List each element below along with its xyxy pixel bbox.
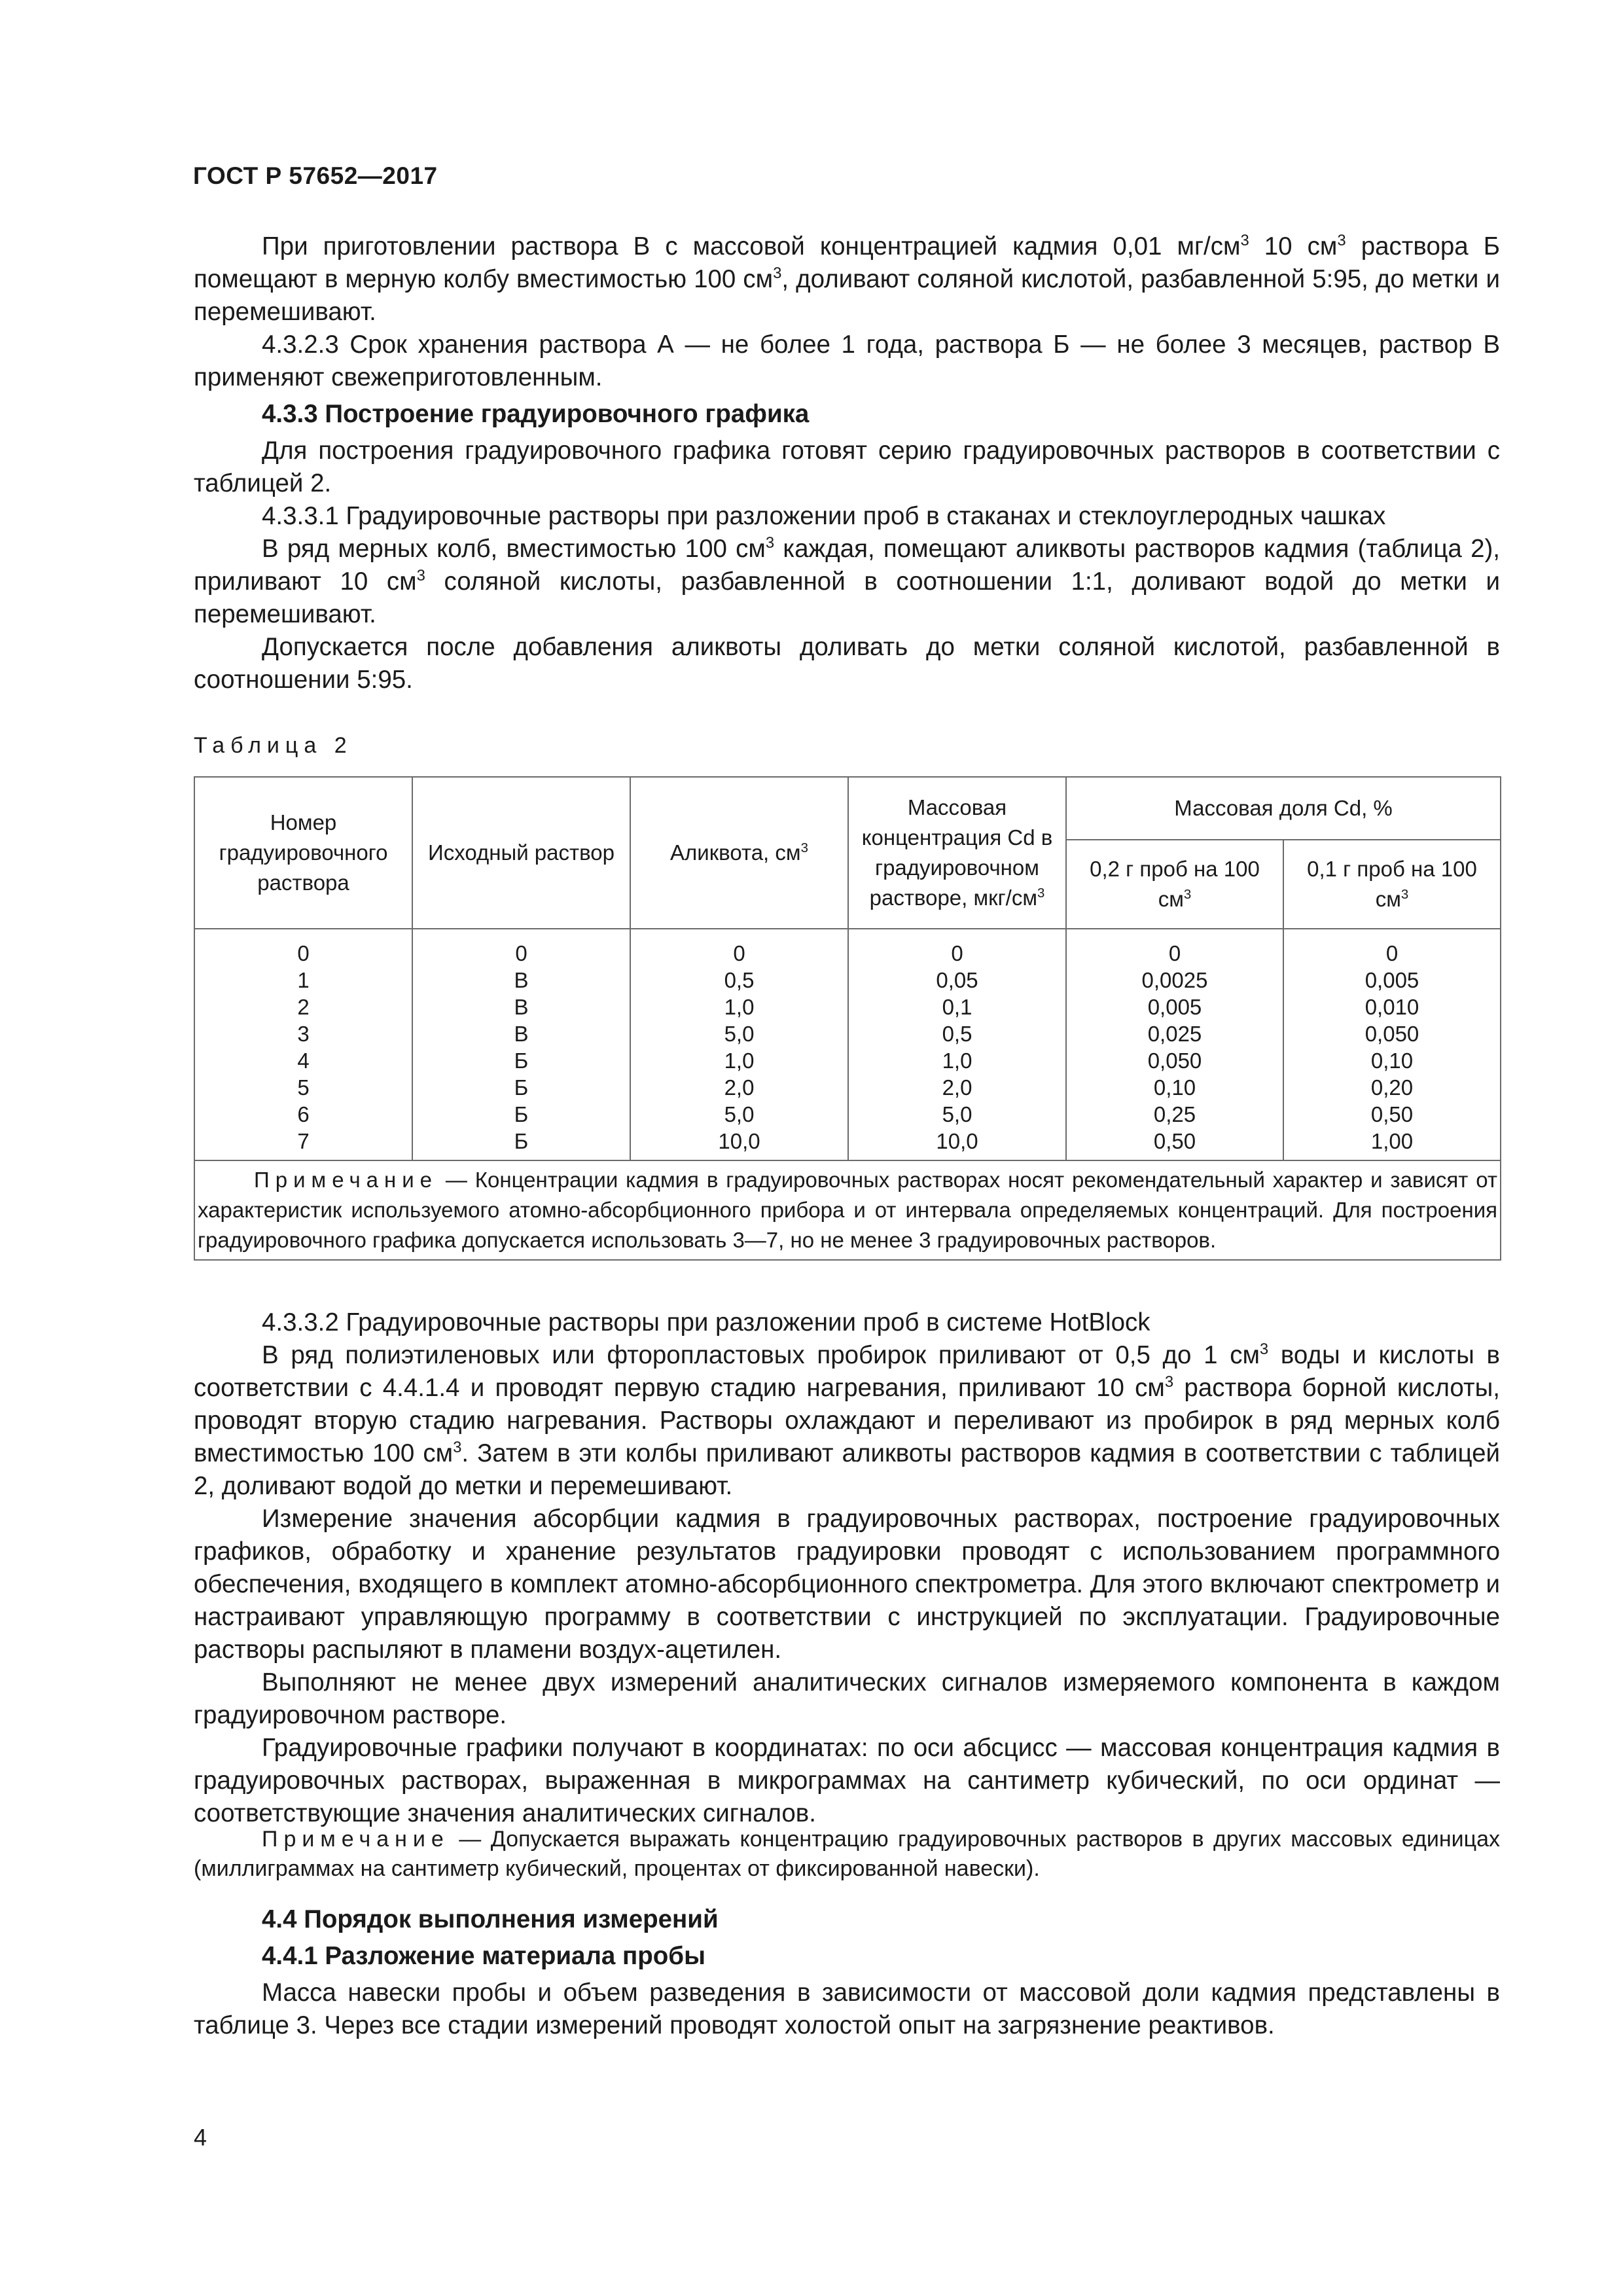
table-cell: 1,0 xyxy=(724,995,755,1019)
table-cell: 0,5 xyxy=(724,968,755,992)
table-cell: 0,1 xyxy=(942,995,972,1019)
table-cell: 0,20 xyxy=(1370,1075,1414,1100)
table-cell: Б xyxy=(514,1129,529,1153)
table-cell: 0,050 xyxy=(1364,1022,1419,1046)
paragraph-hotblock: В ряд полиэтиленовых или фторопластовых пробирок приливают от 0,5 до 1 $см^3$ воды и кислоты в соответствии с 4.4.1.4 и проводят первую стадию нагревания, приливают 10 $см^3$ раствора борной кислоты, проводят вторую стадию нагревания. Растворы охлаждают и переливают из пробирок в ряд мерных колб вместимостью 100 $см^3$. Затем в эти колбы приливают аликвоты растворов кадмия в соответствии с таблицей 2, доливают водой до метки и перемешивают. xyxy=(194,1340,1500,1500)
table-cell: В xyxy=(514,995,529,1019)
paragraph-absorption: Измерение значения абсорбции кадмия в градуировочных растворах, построение градуировочных графиков, обработку и хранение результатов градуировки проводят с использованием программного обеспечения, входящего в комплект атомно-абсорбционного спектрометра. Для этого включают спектрометр и настраивают управляющую программу в соответствии с инструкцией по эксплуатации. Градуировочные растворы распыляют в пламени воздух-ацетилен. xyxy=(194,1505,1500,1664)
column-concentration xyxy=(848,929,1066,1160)
heading-4-4: 4.4 Порядок выполнения измерений xyxy=(262,1905,719,1933)
paragraph-4-3-3-1: 4.3.3.1 Градуировочные растворы при разложении проб в стаканах и стеклоуглеродных чашках xyxy=(262,502,1386,530)
paragraph-sample-mass: Масса навески пробы и объем разведения в зависимости от массовой доли кадмия представлены в таблице 3. Через все стадии измерений проводят холостой опыт на загрязнение реактивов. xyxy=(194,1979,1500,2039)
table-cell: 4 xyxy=(297,1049,310,1073)
table-cell: 10,0 xyxy=(936,1129,978,1153)
table-cell: 0,050 xyxy=(1147,1049,1202,1073)
table-cell: 10,0 xyxy=(718,1129,760,1153)
table-cell: 0,0025 xyxy=(1141,968,1208,992)
table-cell: 0,50 xyxy=(1153,1129,1196,1153)
note-units-text: — Допускается выражать концентрацию градуировочных растворов в других массовых единицах (миллиграммах на сантиметр кубический, процентах от фиксированной навески). xyxy=(194,1827,1500,1881)
table-cell: В xyxy=(514,1022,529,1046)
page-number: 4 xyxy=(194,2124,207,2151)
paragraph-series: Для построения градуировочного графика готовят серию градуировочных растворов в соответствии с таблицей 2. xyxy=(194,437,1500,497)
table-cell: 3 xyxy=(297,1022,310,1046)
table-cell: 0,10 xyxy=(1370,1049,1414,1073)
heading-4-4-1: 4.4.1 Разложение материала пробы xyxy=(262,1942,705,1970)
table-cell: 0 xyxy=(733,941,745,965)
table-cell: 0,50 xyxy=(1370,1102,1414,1126)
paragraph-4-3-2-3: 4.3.2.3 Срок хранения раствора А — не более 1 года, раствора Б — не более 3 месяцев, раствор В применяют свежеприготовленным. xyxy=(194,331,1500,391)
note-units-label: Примечание xyxy=(262,1827,450,1852)
table-caption: Таблица 2 xyxy=(194,733,353,758)
table-cell: 2 xyxy=(297,995,310,1019)
note-units xyxy=(194,1825,1500,1884)
table-cell: 1,00 xyxy=(1370,1129,1414,1153)
table-cell: 6 xyxy=(297,1102,310,1126)
table-cell: 1,0 xyxy=(942,1049,972,1073)
paragraph-solution-v: При приготовлении раствора В с массовой концентрацией кадмия 0,01 $мг/см^3$ 10 $см^3$ раствора Б помещают в мерную колбу вместимостью 100 $см^3$, доливают соляной кислотой, разбавленной 5:95, до метки и перемешивают. xyxy=(194,232,1501,326)
header-mass-fraction: Массовая доля Cd, % xyxy=(1066,777,1501,840)
table-cell: 0,010 xyxy=(1364,995,1419,1019)
table-cell: 5,0 xyxy=(724,1102,755,1126)
paragraph-coordinates: Градуировочные графики получают в координатах: по оси абсцисс — массовая концентрация кадмия в градуировочных растворах, выраженная в микрограммах на сантиметр кубический, по оси ординат — соответствующие значения аналитических сигналов. xyxy=(194,1734,1500,1827)
column-fraction-0-2g xyxy=(1066,929,1283,1160)
table-cell: 1 xyxy=(297,968,310,992)
table-cell: 1,0 xyxy=(724,1049,755,1073)
paragraph-4-3-3-2: 4.3.3.2 Градуировочные растворы при разложении проб в системе HotBlock xyxy=(262,1308,1150,1336)
document-header: ГОСТ Р 57652—2017 xyxy=(193,162,438,189)
column-solution-number xyxy=(194,929,412,1160)
table-cell: Б xyxy=(514,1102,529,1126)
section-block-3 xyxy=(194,1903,1500,2042)
column-source-solution xyxy=(412,929,630,1160)
table-cell: 0,10 xyxy=(1153,1075,1196,1100)
header-0-2g: 0,2 г проб на 100 $см^3$ xyxy=(1066,840,1283,929)
note-label: Примечание xyxy=(254,1168,438,1192)
table-cell: 0,005 xyxy=(1147,995,1202,1019)
paragraph-allowed: Допускается после добавления аликвоты доливать до метки соляной кислотой, разбавленной в соотношении 5:95. xyxy=(194,633,1500,694)
table-cell: 7 xyxy=(297,1129,310,1153)
table-cell: Б xyxy=(514,1075,529,1100)
header-0-1g: 0,1 г проб на 100 $см^3$ xyxy=(1283,840,1501,929)
table-cell: Б xyxy=(514,1049,529,1073)
table-cell: 0 xyxy=(1168,941,1181,965)
table-cell: 5,0 xyxy=(942,1102,972,1126)
table-cell: 0,025 xyxy=(1147,1022,1202,1046)
header-aliquot: Аликвота, $см^3$ xyxy=(630,777,848,929)
section-block-2 xyxy=(194,1306,1500,1830)
table-cell: В xyxy=(514,968,529,992)
header-concentration: Массовая концентрация Cd в градуировочном растворе, мкг/$см^3$ xyxy=(848,777,1066,929)
section-block-1 xyxy=(194,230,1500,696)
header-source-solution: Исходный раствор xyxy=(412,777,630,929)
table-cell: 5 xyxy=(297,1075,310,1100)
table-cell: 2,0 xyxy=(724,1075,755,1100)
table-cell: 0,005 xyxy=(1364,968,1419,992)
column-aliquot xyxy=(630,929,848,1160)
table-cell: 0 xyxy=(951,941,963,965)
table-cell: 2,0 xyxy=(942,1075,972,1100)
heading-4-3-3: 4.3.3 Построение градуировочного графика xyxy=(262,400,810,428)
table-cell: 0,5 xyxy=(942,1022,972,1046)
table-cell: 0,05 xyxy=(936,968,978,992)
table-cell: 0 xyxy=(515,941,527,965)
note-text: — Концентрации кадмия в градуировочных растворах носят рекомендательный характер и зависят от характеристик используемого атомно-абсорбционного прибора и от интервала определяемых концентраций. Для построения градуировочного графика допускается использовать 3—7, но не менее 3 градуировочных растворов. xyxy=(198,1168,1497,1252)
header-solution-number: Номер градуировочного раствора xyxy=(194,777,412,929)
table-note xyxy=(194,1160,1501,1260)
paragraph-flasks: В ряд мерных колб, вместимостью 100 $см^3$ каждая, помещают аликвоты растворов кадмия (таблица 2), приливают 10 $см^3$ соляной кислоты, разбавленной в соотношении 1:1, доливают водой до метки и перемешивают. xyxy=(194,534,1500,628)
column-fraction-0-1g xyxy=(1283,929,1501,1160)
paragraph-measurements: Выполняют не менее двух измерений аналитических сигналов измеряемого компонента в каждом градуировочном растворе. xyxy=(194,1668,1500,1729)
table-cell: 0,25 xyxy=(1153,1102,1196,1126)
table-cell: 0 xyxy=(1385,941,1399,965)
table-cell: 0 xyxy=(297,941,310,965)
table-cell: 5,0 xyxy=(724,1022,755,1046)
calibration-table xyxy=(194,776,1501,1261)
